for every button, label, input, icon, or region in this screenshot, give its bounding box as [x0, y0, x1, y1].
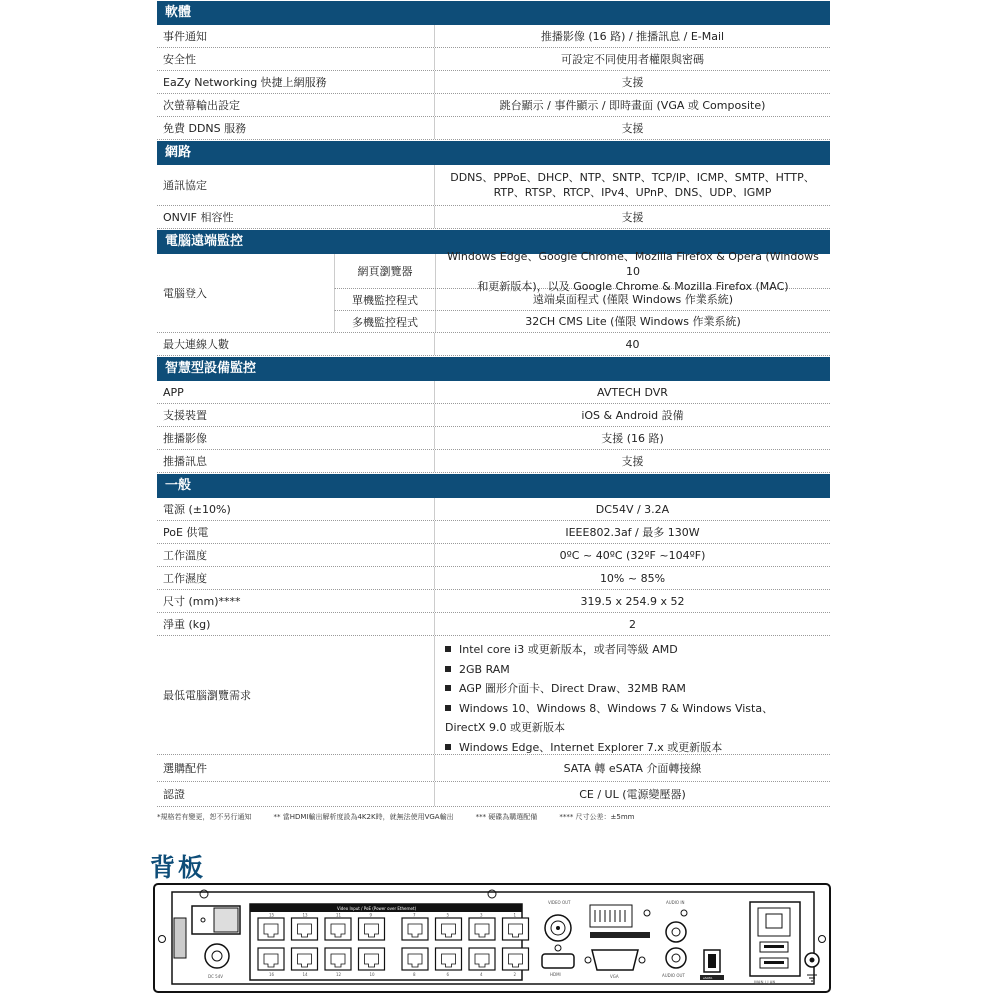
- alarm-terminal-block[interactable]: [590, 905, 632, 927]
- table-row: [157, 381, 830, 404]
- section-header-software: 軟體: [157, 1, 830, 25]
- row-label: APP: [163, 385, 184, 399]
- bullet-icon: [445, 744, 451, 750]
- row-label: ONVIF 相容性: [163, 211, 234, 224]
- list-item-text: Intel core i3 或更新版本，或者同等級 AMD: [459, 643, 678, 656]
- port-number: 10: [369, 972, 375, 977]
- rca-inner-icon: [672, 954, 680, 962]
- footnotes: [157, 812, 830, 822]
- remote-subrows: [334, 249, 830, 332]
- row-value: 支援: [434, 450, 830, 472]
- row-label: 事件通知: [163, 30, 207, 43]
- table-row: [157, 590, 830, 613]
- footnote: *** 硬碟為購選配備: [475, 813, 538, 821]
- table-row: [157, 165, 830, 206]
- dc-label: DC 54V: [208, 974, 223, 979]
- row-value: 10% ~ 85%: [434, 567, 830, 589]
- table-row: [157, 755, 830, 782]
- value-line: Windows Edge、Google Chrome、Mozilla Firefox & Opera (Windows 10: [447, 249, 819, 278]
- footnote: *規格若有變更，恕不另行通知: [157, 813, 252, 821]
- terminal-pins-icon: [595, 910, 625, 922]
- list-item-text: 2GB RAM: [459, 662, 510, 676]
- section-header-smart: 智慧型設備監控: [157, 357, 830, 381]
- spec-table: [157, 0, 830, 807]
- table-row: [157, 48, 830, 71]
- value-line: 和更新版本)，以及 Google Chrome & Mozilla Firefox (MAC): [477, 279, 789, 293]
- table-row: [157, 782, 830, 807]
- list-item-text: AGP 圖形介面卡、Direct Draw、32MB RAM: [459, 682, 686, 695]
- row-label: 免費 DDNS 服務: [163, 122, 247, 135]
- port-number: 1: [513, 912, 517, 918]
- row-value: 支援 (16 路): [434, 427, 830, 449]
- lan-label: WAN / LAN: [754, 980, 776, 985]
- row-value: 支援: [434, 117, 830, 139]
- table-row: [157, 404, 830, 427]
- table-row: [157, 94, 830, 117]
- port-number: 16: [269, 972, 275, 977]
- sub-label: 多機監控程式: [352, 315, 418, 329]
- row-value: AVTECH DVR: [434, 381, 830, 403]
- list-item: [445, 679, 822, 699]
- sub-label: 網頁瀏覽器: [357, 265, 413, 278]
- sub-row: [334, 311, 830, 332]
- table-row: [157, 544, 830, 567]
- row-label: 推播影像: [163, 432, 207, 445]
- port-number: 13: [302, 912, 308, 918]
- row-label: 支援裝置: [163, 409, 207, 422]
- port-number: 11: [336, 912, 342, 918]
- row-label: 通訊協定: [163, 179, 207, 192]
- list-item-text: DirectX 9.0 或更新版本: [445, 721, 565, 734]
- row-value: 跳台顯示 / 事件顯示 / 即時畫面 (VGA 或 Composite): [434, 94, 830, 116]
- sub-value: 32CH CMS Lite (僅限 Windows 作業系統): [435, 311, 830, 332]
- row-value: 2: [434, 613, 830, 635]
- hdmi-label: HDMI: [550, 972, 561, 977]
- bullet-icon: [445, 705, 451, 711]
- row-label: 淨重 (kg): [163, 618, 211, 631]
- table-row: [157, 333, 830, 356]
- row-value: 可設定不同使用者權限與密碼: [434, 48, 830, 70]
- row-label: 電源 (±10%): [163, 503, 231, 516]
- row-value: 推播影像 (16 路) / 推播訊息 / E-Mail: [434, 25, 830, 47]
- esata-label: eSATA: [703, 976, 713, 980]
- row-label: 推播訊息: [163, 455, 207, 468]
- vga-port[interactable]: [592, 950, 638, 970]
- audio-in-label: AUDIO IN: [666, 900, 685, 905]
- port-number: 3: [480, 912, 483, 918]
- port-number: 8: [413, 972, 416, 977]
- row-label: EaZy Networking 快捷上網服務: [163, 76, 327, 89]
- value-line: RTP、RTSP、RTCP、IPv4、UPnP、DNS、UDP、IGMP: [493, 186, 772, 199]
- row-label: 尺寸 (mm)****: [163, 595, 241, 608]
- bullet-icon: [445, 646, 451, 652]
- row-value: 支援: [434, 71, 830, 93]
- row-value: SATA 轉 eSATA 介面轉接線: [434, 755, 830, 781]
- section-header-network: 網路: [157, 141, 830, 165]
- list-item: [445, 660, 822, 680]
- remote-login-row: [157, 249, 830, 333]
- rca-inner-icon: [672, 928, 680, 936]
- table-row: [157, 521, 830, 544]
- row-label: 安全性: [163, 53, 196, 66]
- sub-value: [435, 249, 830, 293]
- port-number: 7: [413, 912, 416, 918]
- value-line: DDNS、PPPoE、DHCP、NTP、SNTP、TCP/IP、ICMP、SMTP、HTTP、: [450, 171, 815, 184]
- sub-value: 遠端桌面程式 (僅限 Windows 作業系統): [435, 289, 830, 310]
- row-value: 0ºC ~ 40ºC (32ºF ~104ºF): [434, 544, 830, 566]
- section-header-remote: 電腦遠端監控: [157, 230, 830, 254]
- bullet-icon: [445, 666, 451, 672]
- table-row: [157, 117, 830, 140]
- row-label: 認證: [163, 788, 185, 801]
- list-item-text: Windows Edge、Internet Explorer 7.x 或更新版本: [459, 740, 723, 754]
- port-number: 4: [480, 972, 483, 977]
- back-panel-diagram: [152, 880, 832, 995]
- port-number: 6: [446, 972, 450, 977]
- usb-tongue-icon: [764, 945, 784, 948]
- table-row: [157, 613, 830, 636]
- table-row: [157, 25, 830, 48]
- section-header-general: 一般: [157, 474, 830, 498]
- usb-tongue-icon: [764, 961, 784, 964]
- audio-out-label: AUDIO OUT: [662, 973, 685, 978]
- terminal-label-strip: [590, 932, 650, 938]
- dc-jack-pin-icon: [212, 951, 222, 961]
- footnote: **** 尺寸公差：±5mm: [559, 813, 635, 821]
- esata-inner-icon: [708, 954, 716, 968]
- vga-label: VGA: [610, 974, 619, 979]
- lan-port[interactable]: [758, 908, 790, 936]
- row-value: 319.5 x 254.9 x 52: [434, 590, 830, 612]
- port-number: 2: [513, 972, 517, 977]
- row-value: 支援: [434, 206, 830, 228]
- port-number: 5: [446, 912, 450, 918]
- warning-label-icon: [174, 918, 186, 958]
- row-value: DC54V / 3.2A: [434, 498, 830, 520]
- list-item: [445, 699, 822, 719]
- sub-label: 單機監控程式: [352, 293, 418, 307]
- row-value: 40: [434, 333, 830, 355]
- port-number: 14: [302, 972, 308, 977]
- port-number: 9: [369, 912, 373, 918]
- table-row: [157, 498, 830, 521]
- row-label: PoE 供電: [163, 526, 209, 539]
- port-number: 15: [269, 912, 275, 918]
- row-value: CE / UL (電源變壓器): [434, 782, 830, 806]
- row-value: IEEE802.3af / 最多 130W: [434, 521, 830, 543]
- port-number: 12: [336, 972, 342, 977]
- hdmi-port[interactable]: [542, 954, 574, 968]
- table-row: [157, 567, 830, 590]
- table-row: [157, 71, 830, 94]
- list-item-text: Windows 10、Windows 8、Windows 7 & Windows Vista、: [459, 701, 774, 715]
- footnote: ** 當HDMI輸出解析度設為4K2K時，就無法使用VGA輸出: [273, 813, 454, 821]
- table-row: [157, 427, 830, 450]
- row-value: [434, 165, 830, 205]
- sub-row: [334, 249, 830, 293]
- power-switch-rocker-icon: [214, 908, 238, 932]
- video-out-label: VIDEO OUT: [548, 900, 571, 905]
- ground-screw-center-icon: [810, 958, 815, 963]
- list-item: [445, 640, 822, 660]
- row-label: 工作溫度: [163, 549, 207, 562]
- table-row: [157, 450, 830, 473]
- pc-requirements-list: [434, 636, 830, 754]
- row-label: 最低電腦瀏覽需求: [163, 689, 251, 702]
- table-row: [157, 206, 830, 229]
- sub-row: [334, 289, 830, 311]
- back-panel-title: 背板: [150, 853, 207, 882]
- row-label: 最大連線人數: [163, 338, 229, 351]
- pc-requirements-row: [157, 636, 830, 755]
- row-label: 電腦登入: [163, 287, 207, 300]
- bullet-icon: [445, 685, 451, 691]
- row-label: 選購配件: [163, 762, 207, 775]
- row-label: 次螢幕輸出設定: [163, 99, 240, 112]
- row-label: 工作濕度: [163, 572, 207, 585]
- poe-header-label: Video Input / PoE (Power over Ethernet): [337, 906, 417, 911]
- bnc-pin-icon: [556, 926, 560, 930]
- row-value: iOS & Android 設備: [434, 404, 830, 426]
- list-item-continuation: [445, 718, 822, 738]
